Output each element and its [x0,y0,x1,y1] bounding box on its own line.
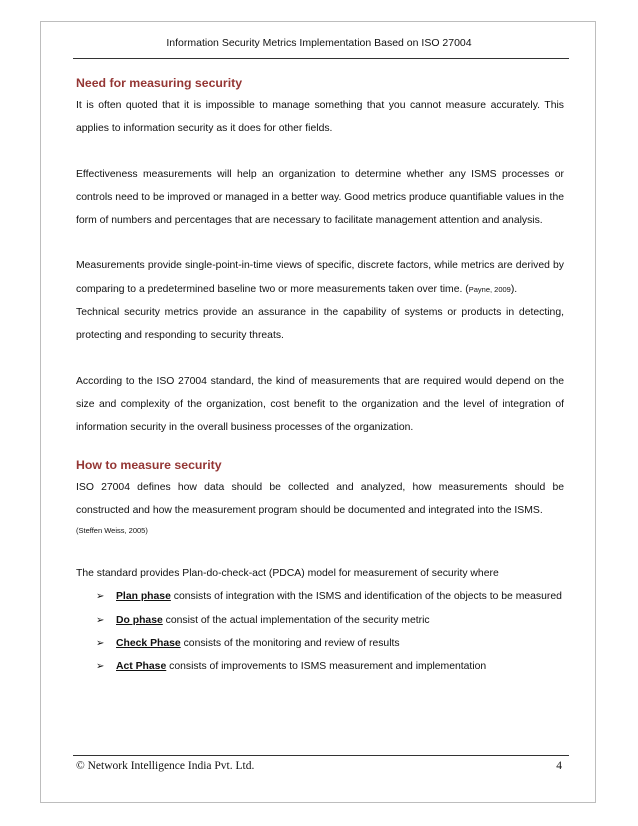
citation: Payne, 2009 [468,284,511,294]
paragraph-intro: The standard provides Plan-do-check-act (PDCA) model for measurement of security where [76,568,499,580]
page-header: Information Security Metrics Implementation Based on ISO 27004 [166,37,472,49]
citation-close: ). [510,283,518,295]
paragraph: It is often quoted that it is impossible to manage something that you cannot measure accurately. This applies to information security as it does for other fields. [76,100,564,135]
paragraph-text: Measurements provide single-point-in-time views of specific, discrete factors, while metrics are derived by comparing to a predetermined baseline two or more measurements taken over time. ( [76,260,564,295]
arrow-bullet-icon: ➢ [96,614,105,626]
footer-copyright: © Network Intelligence India Pvt. Ltd. [76,760,255,772]
list-item [96,609,564,632]
list-item [96,655,564,678]
citation: (Steffen Weiss, 2005) [76,526,148,536]
pdca-list [76,585,564,678]
phase-term: Do phase [116,614,163,626]
header-rule [73,58,569,59]
arrow-bullet-icon: ➢ [96,661,105,673]
list-item [96,585,564,608]
phase-text: consist of the actual implementation of the security metric [162,614,430,626]
paragraph: Effectiveness measurements will help an organization to determine whether any ISMS processes or controls need to be improved or managed in a better way. Good metrics produce quantifiable values in the form of numbers and percentages that are necessary to facilitate management attention and analysis. [76,168,564,227]
paragraph: Technical security metrics provide an assurance in the capability of systems or products in detecting, protecting and responding to security threats. [76,307,564,342]
page-number: 4 [556,760,562,772]
paragraph-with-citation [76,254,564,301]
phase-term: Plan phase [116,591,171,603]
page-content [76,72,564,679]
paragraph: According to the ISO 27004 standard, the kind of measurements that are required would depend on the size and complexity of the organization, cost benefit to the organization and the level of integration of information security in the overall business processes of the organization. [76,375,564,434]
section-heading-how: How to measure security [76,457,222,472]
paragraph: ISO 27004 defines how data should be collected and analyzed, how measurements should be constructed and how the measurement program should be documented and integrated into the ISMS. [76,481,564,516]
phase-text: consists of improvements to ISMS measurement and implementation [166,661,487,673]
arrow-bullet-icon: ➢ [96,591,105,603]
footer-rule [73,755,569,756]
section-heading-need: Need for measuring security [76,76,243,90]
phase-text: consists of integration with the ISMS and identification of the objects to be measured [170,591,562,603]
phase-term: Act Phase [116,661,167,673]
phase-term: Check Phase [116,638,181,650]
phase-text: consists of the monitoring and review of results [180,638,400,650]
arrow-bullet-icon: ➢ [96,638,105,650]
list-item [96,632,564,655]
